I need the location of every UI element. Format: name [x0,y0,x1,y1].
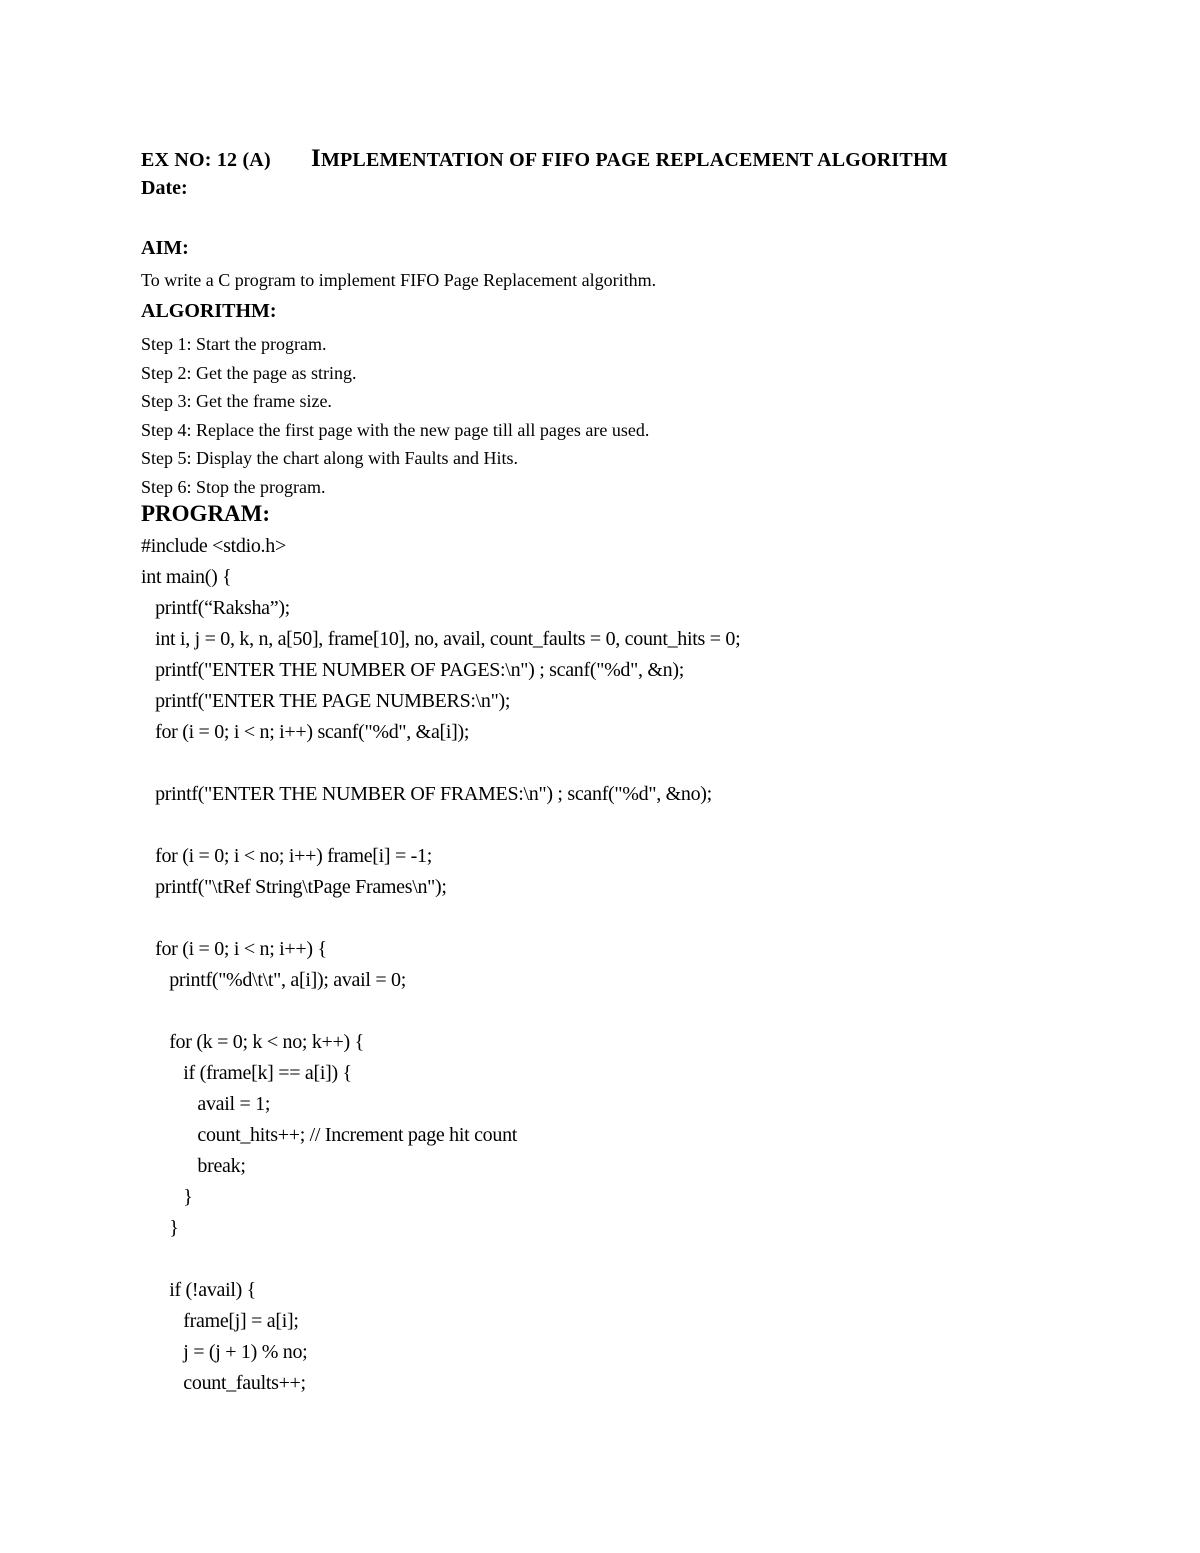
code-line: printf("ENTER THE NUMBER OF PAGES:\n") ; scanf("%d", &n); [141,659,684,681]
code-line: count_hits++; // Increment page hit count [141,1124,518,1146]
code-line: printf("ENTER THE NUMBER OF FRAMES:\n") ; scanf("%d", &no); [141,783,712,805]
code-line: avail = 1; [141,1093,271,1115]
algorithm-steps [141,330,649,501]
algorithm-step: Step 1: Start the program. [141,334,327,354]
code-line: if (frame[k] == a[i]) { [141,1062,352,1084]
code-line: count_faults++; [141,1372,306,1394]
code-line: #include <stdio.h> [141,535,286,557]
code-line: int i, j = 0, k, n, a[50], frame[10], no, avail, count_faults = 0, count_hits = 0; [141,628,741,650]
document-title: MPLEMENTATION OF FIFO PAGE REPLACEMENT ALGORITHM [320,149,948,171]
algorithm-step: Step 2: Get the page as string. [141,362,357,383]
header-line [141,145,948,173]
program-code [141,531,740,1399]
code-line [141,748,740,779]
code-line: } [141,1186,193,1208]
aim-text: To write a C program to implement FIFO Page Replacement algorithm. [141,270,657,290]
code-line: printf("\tRef String\tPage Frames\n"); [141,876,447,898]
exercise-number: EX NO: 12 (A) [141,149,271,171]
algorithm-step: Step 4: Replace the first page with the new page till all pages are used. [141,419,650,440]
algorithm-heading: ALGORITHM: [141,300,277,322]
code-line [141,810,740,841]
date-label: Date: [141,177,188,199]
code-line: for (i = 0; i < n; i++) scanf("%d", &a[i]); [141,721,470,743]
code-line: printf("%d\t\t", a[i]); avail = 0; [141,969,406,991]
algorithm-step: Step 3: Get the frame size. [141,391,332,411]
program-heading: PROGRAM: [141,501,271,526]
code-line: } [141,1217,179,1239]
title-initial: I [311,145,321,172]
code-line [141,996,740,1027]
code-line [141,903,740,934]
code-line: j = (j + 1) % no; [141,1341,308,1363]
code-line: int main() { [141,566,232,588]
algorithm-step: Step 6: Stop the program. [141,476,326,497]
code-line: printf("ENTER THE PAGE NUMBERS:\n"); [141,690,511,712]
code-line: for (i = 0; i < no; i++) frame[i] = -1; [141,845,432,867]
code-line: break; [141,1155,246,1177]
code-line: if (!avail) { [141,1279,256,1301]
aim-heading: AIM: [141,237,189,259]
algorithm-step: Step 5: Display the chart along with Faults and Hits. [141,448,518,468]
code-line: for (i = 0; i < n; i++) { [141,938,327,960]
code-line: frame[j] = a[i]; [141,1310,299,1332]
code-line [141,1244,740,1275]
code-line: for (k = 0; k < no; k++) { [141,1031,364,1053]
code-line: printf(“Raksha”); [141,597,290,619]
